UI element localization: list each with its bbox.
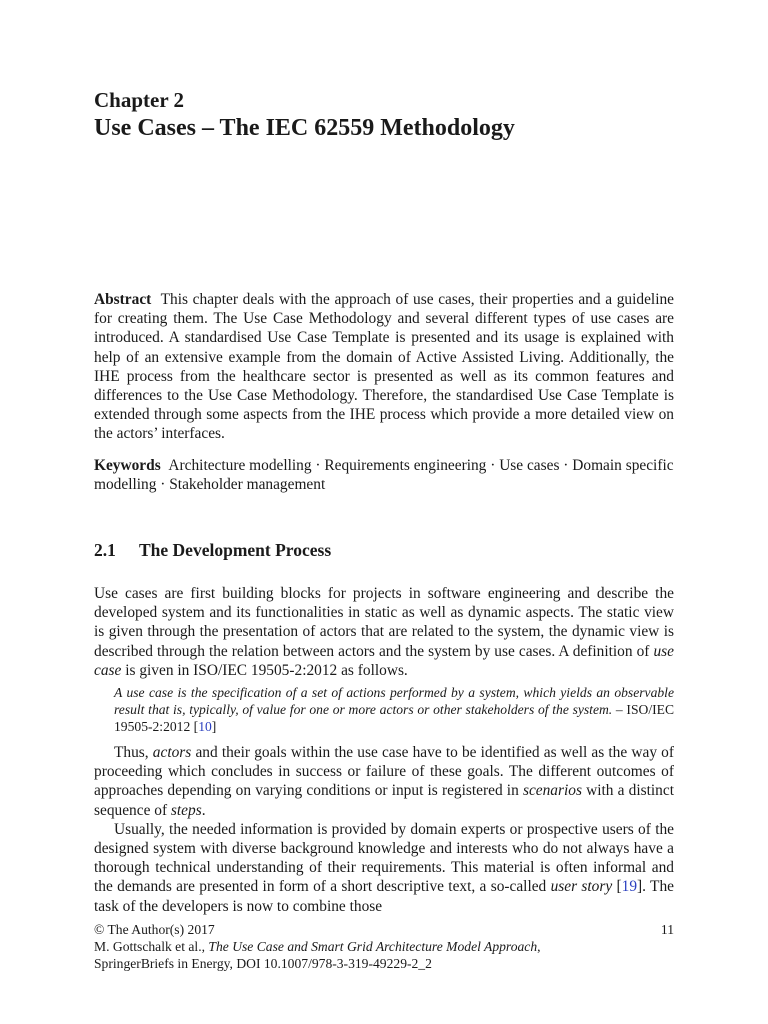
section-heading (94, 539, 331, 561)
section-number: 2.1 (94, 540, 116, 560)
body-text (94, 584, 674, 916)
series-doi: SpringerBriefs in Energy, DOI 10.1007/978-3-319-49229-2_2 (94, 956, 432, 971)
quote-source-text: – ISO/IEC 19505-2:2012 [ (114, 702, 675, 735)
quote-text: A use case is the specification of a set of actions performed by a system, which yields an observable result that is, typically, of value for one or more actors or other stakeholders of the system. (114, 685, 674, 718)
citation-authors: M. Gottschalk et al., (94, 939, 209, 954)
copyright: © The Author(s) 2017 (94, 922, 215, 937)
paragraph-3-text-b: [ (612, 878, 622, 896)
section-title: The Development Process (139, 540, 332, 560)
paragraph-2-emphasis-actors: actors (152, 744, 192, 762)
paragraph-2-text-c: with a distinct sequence of (94, 782, 674, 819)
paragraph-2-text-a: Thus, (114, 744, 153, 762)
paragraph-1 (94, 584, 674, 680)
paragraph-1-text-a: Use cases are first building blocks for projects in software engineering and describe the developed system and its functionalities in static as well as dynamic aspects. The static view is given through the presentation of actors that are related to the system, the dynamic view is described through the relation between actors and the system by use cases. A definition of (94, 585, 674, 660)
chapter-title: Use Cases – The IEC 62559 Methodology (94, 115, 515, 141)
paragraph-3-text-a: Usually, the needed information is provided by domain experts or prospective users of the designed system with diverse background knowledge and interests who do not always have a thorough technical understanding of their requirements. This material is often informal and the demands are presented in form of a short descriptive text, a so-called (94, 820, 674, 896)
quote-source-close: ] (211, 719, 217, 735)
citation (94, 938, 674, 955)
paragraph-3 (94, 820, 674, 916)
reference-link-10[interactable]: 10 (198, 719, 212, 735)
paragraph-2-text-b: and their goals within the use case have to be identified as well as the way of proceeding which concludes in success or failure of these goals. The different outcomes of approaches depending on varying conditions or input is registered in (94, 744, 674, 800)
keywords-lead: Keywords (94, 457, 161, 474)
paragraph-2-emphasis-scenarios: scenarios (522, 782, 582, 800)
abstract-text: This chapter deals with the approach of use cases, their properties and a guideline for creating them. The Use Case Methodology and several different types of use cases are introduced. A standardised Use Case Template is presented and its usage is explained with help of an extensive example from the domain of Active Assisted Living. Additionally, the IHE process from the healthcare sector is presented as well as its common features and differences to the Use Case Methodology. Therefore, the standardised Use Case Template is extended through some aspects from the IHE process which provide a more detailed view on the actors’ interfaces. (94, 291, 674, 443)
chapter-label: Chapter 2 (94, 88, 185, 112)
paragraph-3-emphasis: user story (550, 878, 613, 896)
abstract (94, 290, 674, 444)
citation-title: The Use Case and Smart Grid Architecture Model Approach (208, 939, 538, 954)
paragraph-1-emphasis: use case (94, 642, 674, 679)
definition-quote (114, 684, 674, 735)
paragraph-1-text-b: is given in ISO/IEC 19505-2:2012 as follows. (121, 661, 408, 679)
abstract-lead: Abstract (94, 291, 152, 308)
paragraph-2 (94, 743, 674, 820)
keywords-text: Architecture modelling · Requirements engineering · Use cases · Domain specific modelling · Stakeholder management (94, 457, 674, 493)
keywords (94, 456, 674, 494)
paragraph-2-emphasis-steps: steps (170, 801, 202, 819)
paragraph-2-text-d: . (201, 801, 206, 819)
citation-end: , (537, 939, 541, 954)
page-footer (94, 921, 674, 972)
page-number: 11 (660, 922, 674, 937)
reference-link-19[interactable]: 19 (621, 878, 638, 896)
paragraph-3-text-c: ]. The task of the developers is now to combine those (94, 878, 674, 915)
